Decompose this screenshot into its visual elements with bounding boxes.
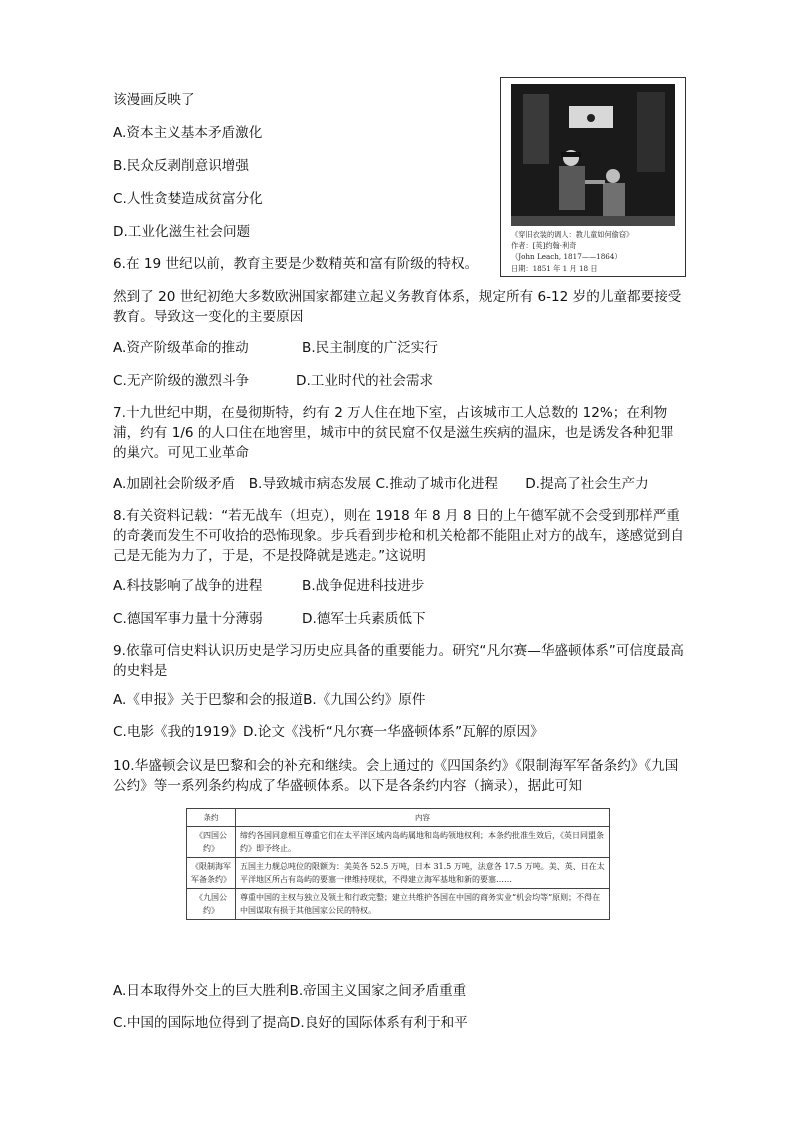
- q10-options-cd: C.中国的国际地位得到了提高D.良好的国际体系有利于和平: [113, 1015, 468, 1031]
- q6-line2: 然到了 20 世纪初绝大多数欧洲国家都建立起义务教育体系，规定所有 6-12 岁的儿童都要接受教育。导致这一变化的主要原因: [113, 289, 682, 325]
- q9-options-cd: C.电影《我的1919》D.论文《浅析“凡尔赛一华盛顿体系”瓦解的原因》: [113, 724, 544, 740]
- treaty-content: 五国主力舰总吨位的限额为：美英各 52.5 万吨，日本 31.5 万吨，法意各 17.5 万吨。美、英、日在太平洋地区所占有岛屿的要塞一律维持现状，不得建立海军基地和新的要塞……: [236, 858, 610, 889]
- q6-option-a: A.资产阶级革命的推动: [113, 340, 249, 356]
- treaty-name: 《九国公约》: [187, 889, 236, 920]
- table-row: [187, 827, 610, 858]
- cartoon-caption-author: 作者：[英]约翰·利奇: [511, 241, 577, 251]
- q8-option-c: C.德国军事力量十分薄弱: [113, 611, 263, 627]
- cartoon-caption-dates: （John Leach, 1817——1864）: [511, 252, 622, 262]
- q10-options-ab: A.日本取得外交上的巨大胜利B.帝国主义国家之间矛盾重重: [113, 983, 467, 999]
- cartoon-caption: [511, 229, 683, 274]
- cartoon-illustration: [511, 84, 675, 226]
- q6-option-d: D.工业时代的社会需求: [296, 373, 434, 389]
- q8-option-d: D.德军士兵素质低下: [302, 611, 426, 627]
- q9-stem: 9.依靠可信史料认识历史是学习历史应具备的重要能力。研究“凡尔赛—华盛顿体系”可信度最高的史料是: [113, 643, 684, 679]
- treaty-content: 缔约各国同意相互尊重它们在太平洋区域内岛屿属地和岛屿领地权利；本条约批准生效后，《英日同盟条约》即予终止。: [236, 827, 610, 858]
- treaty-table-header: [187, 809, 610, 827]
- q5-option-a: A.资本主义基本矛盾激化: [113, 125, 263, 141]
- q6-line1: 6.在 19 世纪以前，教育主要是少数精英和富有阶级的特权。: [113, 256, 479, 272]
- q7-options: A.加剧社会阶级矛盾 B.导致城市病态发展 C.推动了城市化进程 D.提高了社会生产力: [113, 476, 649, 492]
- q5-option-c: C.人性贪婪造成贫富分化: [113, 191, 263, 207]
- q5-option-d: D.工业化滋生社会问题: [113, 224, 251, 240]
- cartoon-caption-date: 日期：1851 年 1 月 18 日: [511, 263, 598, 273]
- q5-stem: 该漫画反映了: [113, 92, 195, 108]
- q6-option-b: B.民主制度的广泛实行: [302, 340, 438, 356]
- q10-stem: 10.华盛顿会议是巴黎和会的补充和继续。会上通过的《四国条约》《限制海军军备条约》《九国公约》等一系列条约构成了华盛顿体系。以下是各条约内容（摘录），据此可知: [113, 758, 679, 794]
- table-row: [187, 858, 610, 889]
- treaty-name: 《限制海军军备条约》: [187, 858, 236, 889]
- q9-options-ab: A.《申报》关于巴黎和会的报道B.《九国公约》原件: [113, 692, 426, 708]
- q8-option-b: B.战争促进科技进步: [302, 578, 425, 594]
- cartoon-caption-title: 《穿旧衣装的调人：教儿童如何偷窃》: [511, 230, 634, 239]
- q8-option-a: A.科技影响了战争的进程: [113, 578, 263, 594]
- q7-stem: 7.十九世纪中期，在曼彻斯特，约有 2 万人住在地下室，占该城市工人总数的 12%；在利物浦，约有 1/6 的人口住在地窖里，城市中的贫民窟不仅是滋生疾病的温床，也是诱发各种犯罪的巢穴。可见工业革命: [113, 405, 674, 461]
- treaty-table: [186, 808, 610, 920]
- cartoon-figure: [500, 77, 686, 277]
- q5-option-b: B.民众反剥削意识增强: [113, 158, 249, 174]
- treaty-table-header-content: 内容: [236, 809, 610, 827]
- treaty-content: 尊重中国的主权与独立及领土和行政完整；建立共维护各国在中国的商务实业“机会均等”原则；不得在中国谋取有损于其他国家公民的特权。: [236, 889, 610, 920]
- q8-stem: 8.有关资料记载：“若无战车（坦克），则在 1918 年 8 月 8 日的上午德军就不会受到那样严重的奇袭而发生不可收拾的恐怖现象。步兵看到步枪和机关枪都不能阻止对方的战车，遂感觉到自己是无能为力了，于是，不是投降就是逃走。”这说明: [113, 508, 684, 564]
- table-row: [187, 889, 610, 920]
- treaty-table-header-name: 条约: [187, 809, 236, 827]
- treaty-name: 《四国公约》: [187, 827, 236, 858]
- q6-option-c: C.无产阶级的激烈斗争: [113, 373, 250, 389]
